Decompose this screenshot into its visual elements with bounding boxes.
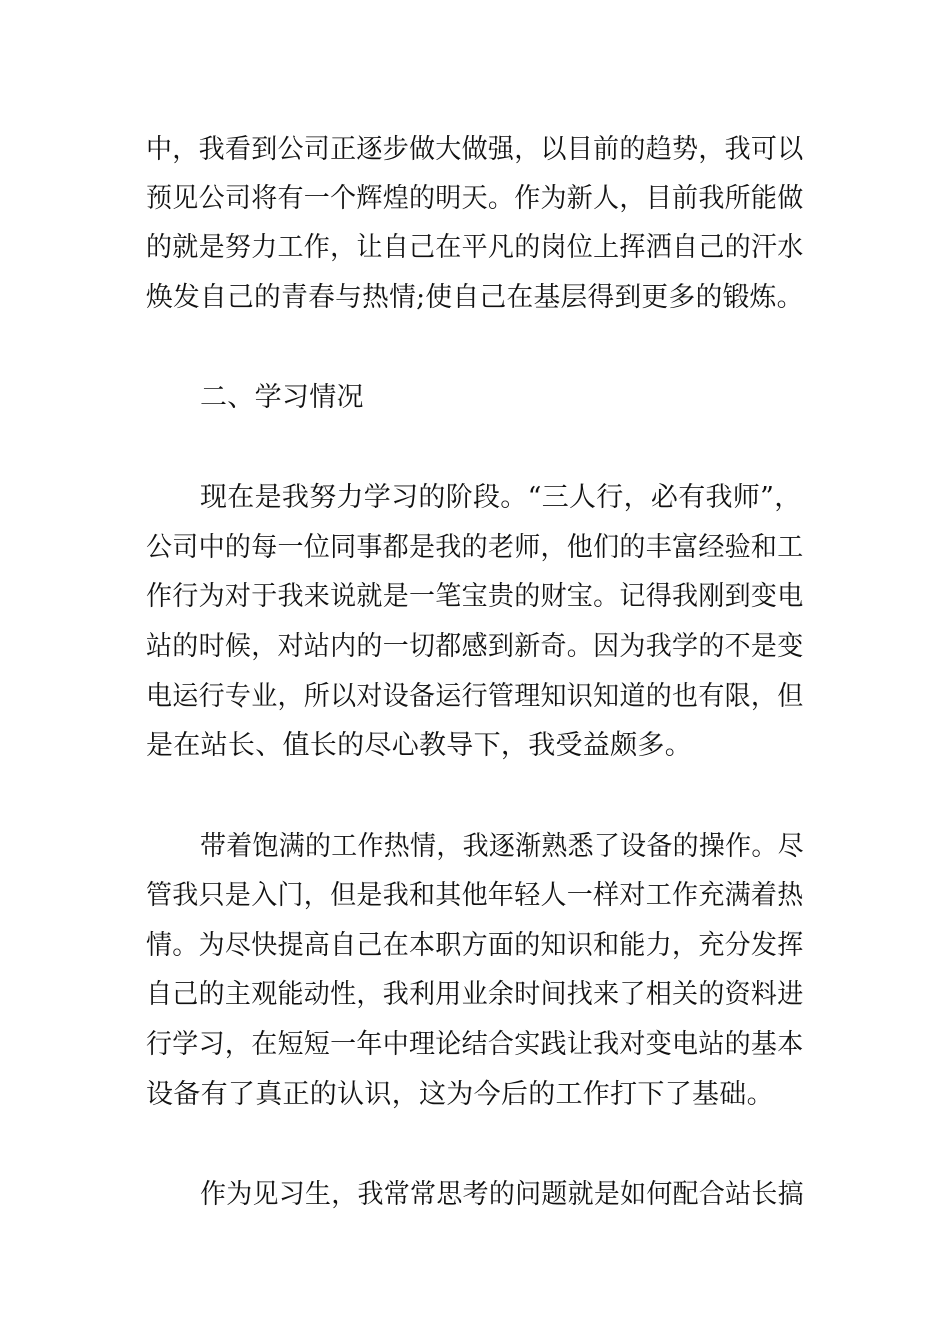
text-line: 情。为尽快提高自己在本职方面的知识和能力，充分发挥	[146, 930, 804, 961]
text-line: 现在是我努力学习的阶段。“三人行，必有我师”，	[200, 482, 802, 513]
text-line: 预见公司将有一个辉煌的明天。作为新人，目前我所能做	[146, 183, 804, 214]
text-line: 作为见习生，我常常思考的问题就是如何配合站长搞	[200, 1179, 804, 1210]
text-line: 带着饱满的工作热情，我逐渐熟悉了设备的操作。尽	[200, 831, 804, 862]
text-line: 管我只是入门，但是我和其他年轻人一样对工作充满着热	[146, 880, 804, 911]
text-line: 是在站长、值长的尽心教导下，我受益颇多。	[146, 730, 692, 761]
text-line: 自己的主观能动性，我利用业余时间找来了相关的资料进	[146, 979, 804, 1010]
text-line: 站的时候，对站内的一切都感到新奇。因为我学的不是变	[146, 631, 804, 662]
text-line: 公司中的每一位同事都是我的老师，他们的丰富经验和工	[146, 532, 804, 563]
text-line: 作行为对于我来说就是一笔宝贵的财宝。记得我刚到变电	[146, 581, 804, 612]
text-line: 行学习，在短短一年中理论结合实践让我对变电站的基本	[146, 1029, 804, 1060]
text-line: 电运行专业，所以对设备运行管理知识知道的也有限，但	[146, 681, 804, 712]
text-line: 设备有了真正的认识，这为今后的工作打下了基础。	[146, 1079, 774, 1110]
section-heading: 二、学习情况	[200, 382, 364, 413]
text-line: 焕发自己的青春与热情;使自己在基层得到更多的锻炼。	[146, 282, 804, 313]
text-line: 的就是努力工作，让自己在平凡的岗位上挥洒自己的汗水	[146, 232, 804, 263]
text-line: 中，我看到公司正逐步做大做强，以目前的趋势，我可以	[146, 134, 804, 165]
